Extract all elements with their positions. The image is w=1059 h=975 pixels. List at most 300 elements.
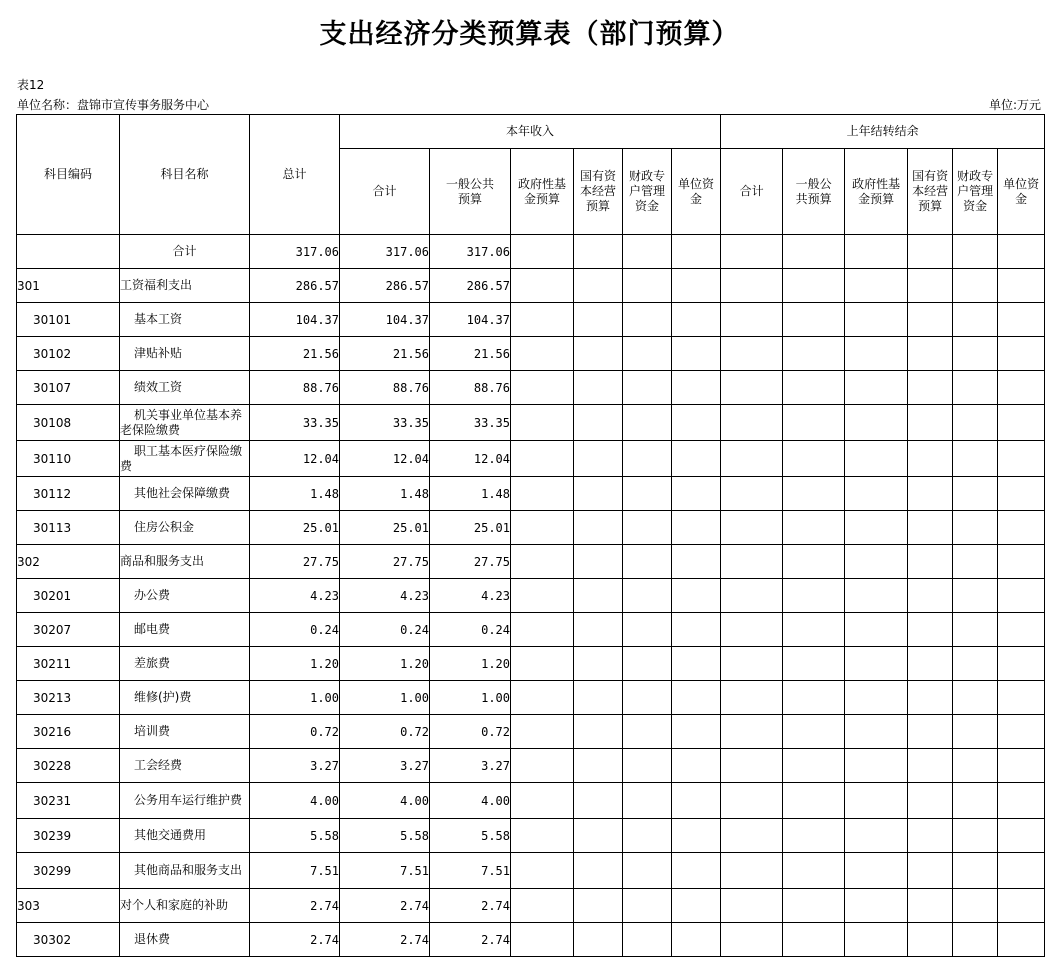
table-row — [17, 749, 1045, 783]
row-total: 1.20 — [250, 647, 340, 681]
empty-cell — [511, 405, 574, 441]
empty-cell — [672, 511, 721, 545]
empty-cell — [511, 749, 574, 783]
row-general: 1.48 — [430, 477, 511, 511]
table-row — [17, 647, 1045, 681]
row-code: 30228 — [17, 749, 120, 783]
empty-cell — [908, 923, 953, 957]
row-sum: 286.57 — [340, 269, 430, 303]
row-total: 1.00 — [250, 681, 340, 715]
header-carryover: 上年结转结余 — [721, 115, 1045, 149]
empty-cell — [998, 303, 1045, 337]
row-code: 30207 — [17, 613, 120, 647]
empty-cell — [908, 405, 953, 441]
empty-cell — [998, 613, 1045, 647]
empty-cell — [953, 511, 998, 545]
empty-cell — [672, 545, 721, 579]
empty-cell — [998, 579, 1045, 613]
row-general: 0.24 — [430, 613, 511, 647]
empty-cell — [953, 853, 998, 889]
row-code: 30113 — [17, 511, 120, 545]
row-name: 绩效工资 — [120, 371, 250, 405]
table-row — [17, 613, 1045, 647]
empty-cell — [672, 715, 721, 749]
row-general: 1.00 — [430, 681, 511, 715]
empty-cell — [511, 783, 574, 819]
header-carryover-4: 财政专户管理资金 — [953, 149, 998, 235]
header-current-year: 本年收入 — [340, 115, 721, 149]
empty-cell — [845, 269, 908, 303]
empty-cell — [908, 749, 953, 783]
empty-cell — [908, 819, 953, 853]
empty-cell — [908, 715, 953, 749]
row-total: 0.24 — [250, 613, 340, 647]
row-total: 12.04 — [250, 441, 340, 477]
empty-cell — [998, 853, 1045, 889]
empty-cell — [845, 371, 908, 405]
row-name: 退休费 — [120, 923, 250, 957]
row-code: 30302 — [17, 923, 120, 957]
row-name: 机关事业单位基本养老保险缴费 — [120, 405, 250, 441]
row-name: 其他交通费用 — [120, 819, 250, 853]
empty-cell — [721, 337, 783, 371]
empty-cell — [998, 783, 1045, 819]
empty-cell — [672, 579, 721, 613]
empty-cell — [623, 681, 672, 715]
row-code: 30101 — [17, 303, 120, 337]
row-code: 30112 — [17, 477, 120, 511]
empty-cell — [511, 889, 574, 923]
row-code: 30201 — [17, 579, 120, 613]
row-sum: 0.24 — [340, 613, 430, 647]
empty-cell — [672, 477, 721, 511]
empty-cell — [623, 477, 672, 511]
empty-cell — [783, 613, 845, 647]
table-number: 表12 — [17, 78, 45, 92]
empty-cell — [908, 371, 953, 405]
empty-cell — [953, 269, 998, 303]
row-sum: 2.74 — [340, 923, 430, 957]
row-total: 2.74 — [250, 923, 340, 957]
row-code: 30110 — [17, 441, 120, 477]
empty-cell — [953, 579, 998, 613]
row-general: 3.27 — [430, 749, 511, 783]
header-current-3: 国有资本经营预算 — [574, 149, 623, 235]
empty-cell — [672, 405, 721, 441]
empty-cell — [845, 545, 908, 579]
empty-cell — [908, 511, 953, 545]
header-current-4: 财政专户管理资金 — [623, 149, 672, 235]
empty-cell — [721, 613, 783, 647]
table-row — [17, 715, 1045, 749]
table-row — [17, 511, 1045, 545]
empty-cell — [574, 269, 623, 303]
row-name: 合计 — [120, 235, 250, 269]
row-code: 30211 — [17, 647, 120, 681]
empty-cell — [623, 819, 672, 853]
empty-cell — [574, 235, 623, 269]
row-sum: 88.76 — [340, 371, 430, 405]
empty-cell — [845, 441, 908, 477]
row-total: 3.27 — [250, 749, 340, 783]
row-name: 商品和服务支出 — [120, 545, 250, 579]
row-total: 286.57 — [250, 269, 340, 303]
row-name: 差旅费 — [120, 647, 250, 681]
empty-cell — [998, 511, 1045, 545]
empty-cell — [511, 819, 574, 853]
empty-cell — [953, 715, 998, 749]
empty-cell — [953, 923, 998, 957]
empty-cell — [908, 269, 953, 303]
row-name: 基本工资 — [120, 303, 250, 337]
empty-cell — [953, 303, 998, 337]
empty-cell — [845, 853, 908, 889]
row-code: 30107 — [17, 371, 120, 405]
empty-cell — [721, 235, 783, 269]
empty-cell — [998, 337, 1045, 371]
empty-cell — [908, 783, 953, 819]
empty-cell — [511, 715, 574, 749]
empty-cell — [721, 889, 783, 923]
empty-cell — [672, 819, 721, 853]
empty-cell — [672, 783, 721, 819]
empty-cell — [845, 613, 908, 647]
row-name: 住房公积金 — [120, 511, 250, 545]
row-code: 30108 — [17, 405, 120, 441]
empty-cell — [511, 477, 574, 511]
empty-cell — [721, 579, 783, 613]
row-general: 2.74 — [430, 923, 511, 957]
row-total: 317.06 — [250, 235, 340, 269]
row-code — [17, 235, 120, 269]
empty-cell — [845, 337, 908, 371]
empty-cell — [998, 405, 1045, 441]
empty-cell — [998, 371, 1045, 405]
row-code: 30213 — [17, 681, 120, 715]
empty-cell — [783, 889, 845, 923]
empty-cell — [783, 441, 845, 477]
empty-cell — [721, 749, 783, 783]
row-name: 维修(护)费 — [120, 681, 250, 715]
empty-cell — [998, 715, 1045, 749]
empty-cell — [574, 647, 623, 681]
empty-cell — [783, 405, 845, 441]
row-sum: 1.20 — [340, 647, 430, 681]
row-general: 33.35 — [430, 405, 511, 441]
header-current-5: 单位资金 — [672, 149, 721, 235]
empty-cell — [623, 613, 672, 647]
header-current-0: 合计 — [340, 149, 430, 235]
empty-cell — [998, 889, 1045, 923]
empty-cell — [908, 545, 953, 579]
row-name: 对个人和家庭的补助 — [120, 889, 250, 923]
empty-cell — [623, 371, 672, 405]
empty-cell — [672, 303, 721, 337]
empty-cell — [574, 923, 623, 957]
empty-cell — [953, 749, 998, 783]
empty-cell — [953, 783, 998, 819]
empty-cell — [511, 511, 574, 545]
header-code: 科目编码 — [17, 115, 120, 235]
empty-cell — [511, 579, 574, 613]
header-carryover-1: 一般公共预算 — [783, 149, 845, 235]
empty-cell — [998, 441, 1045, 477]
empty-cell — [783, 477, 845, 511]
empty-cell — [672, 441, 721, 477]
empty-cell — [845, 783, 908, 819]
empty-cell — [908, 681, 953, 715]
empty-cell — [845, 511, 908, 545]
header-carryover-0: 合计 — [721, 149, 783, 235]
row-name: 其他商品和服务支出 — [120, 853, 250, 889]
empty-cell — [953, 545, 998, 579]
row-code: 301 — [17, 269, 120, 303]
row-name: 公务用车运行维护费 — [120, 783, 250, 819]
empty-cell — [783, 269, 845, 303]
empty-cell — [998, 681, 1045, 715]
empty-cell — [511, 269, 574, 303]
empty-cell — [845, 923, 908, 957]
empty-cell — [574, 613, 623, 647]
empty-cell — [574, 545, 623, 579]
row-code: 303 — [17, 889, 120, 923]
row-name: 工资福利支出 — [120, 269, 250, 303]
row-total: 0.72 — [250, 715, 340, 749]
empty-cell — [953, 337, 998, 371]
header-current-2: 政府性基金预算 — [511, 149, 574, 235]
row-sum: 21.56 — [340, 337, 430, 371]
empty-cell — [783, 749, 845, 783]
empty-cell — [845, 477, 908, 511]
empty-cell — [623, 647, 672, 681]
row-general: 27.75 — [430, 545, 511, 579]
empty-cell — [908, 337, 953, 371]
row-name: 办公费 — [120, 579, 250, 613]
empty-cell — [511, 853, 574, 889]
empty-cell — [721, 477, 783, 511]
empty-cell — [623, 337, 672, 371]
row-total: 33.35 — [250, 405, 340, 441]
empty-cell — [953, 405, 998, 441]
row-general: 317.06 — [430, 235, 511, 269]
empty-cell — [623, 441, 672, 477]
empty-cell — [623, 303, 672, 337]
empty-cell — [783, 337, 845, 371]
row-sum: 27.75 — [340, 545, 430, 579]
row-general: 25.01 — [430, 511, 511, 545]
empty-cell — [574, 405, 623, 441]
empty-cell — [908, 613, 953, 647]
empty-cell — [721, 371, 783, 405]
table-row — [17, 579, 1045, 613]
empty-cell — [672, 853, 721, 889]
empty-cell — [574, 303, 623, 337]
row-general: 104.37 — [430, 303, 511, 337]
empty-cell — [623, 235, 672, 269]
empty-cell — [908, 235, 953, 269]
empty-cell — [511, 337, 574, 371]
row-general: 286.57 — [430, 269, 511, 303]
row-name: 培训费 — [120, 715, 250, 749]
empty-cell — [845, 235, 908, 269]
empty-cell — [783, 783, 845, 819]
empty-cell — [908, 647, 953, 681]
row-general: 1.20 — [430, 647, 511, 681]
empty-cell — [574, 579, 623, 613]
empty-cell — [672, 613, 721, 647]
empty-cell — [511, 613, 574, 647]
empty-cell — [672, 235, 721, 269]
empty-cell — [511, 923, 574, 957]
empty-cell — [511, 441, 574, 477]
empty-cell — [721, 441, 783, 477]
empty-cell — [721, 269, 783, 303]
empty-cell — [953, 819, 998, 853]
empty-cell — [623, 269, 672, 303]
empty-cell — [721, 715, 783, 749]
empty-cell — [511, 371, 574, 405]
table-row — [17, 441, 1045, 477]
table-row — [17, 337, 1045, 371]
row-total: 5.58 — [250, 819, 340, 853]
empty-cell — [623, 715, 672, 749]
row-sum: 12.04 — [340, 441, 430, 477]
empty-cell — [845, 303, 908, 337]
empty-cell — [998, 749, 1045, 783]
empty-cell — [908, 889, 953, 923]
empty-cell — [574, 853, 623, 889]
row-general: 88.76 — [430, 371, 511, 405]
budget-table — [16, 114, 1045, 957]
empty-cell — [574, 819, 623, 853]
empty-cell — [574, 371, 623, 405]
empty-cell — [908, 303, 953, 337]
row-sum: 2.74 — [340, 889, 430, 923]
empty-cell — [783, 647, 845, 681]
empty-cell — [721, 783, 783, 819]
empty-cell — [574, 749, 623, 783]
empty-cell — [998, 545, 1045, 579]
row-code: 30231 — [17, 783, 120, 819]
row-total: 27.75 — [250, 545, 340, 579]
empty-cell — [783, 923, 845, 957]
row-name: 邮电费 — [120, 613, 250, 647]
table-row — [17, 889, 1045, 923]
row-sum: 33.35 — [340, 405, 430, 441]
empty-cell — [845, 889, 908, 923]
table-row — [17, 783, 1045, 819]
row-general: 0.72 — [430, 715, 511, 749]
empty-cell — [953, 613, 998, 647]
empty-cell — [953, 371, 998, 405]
empty-cell — [721, 511, 783, 545]
row-sum: 25.01 — [340, 511, 430, 545]
row-code: 30299 — [17, 853, 120, 889]
empty-cell — [721, 405, 783, 441]
row-total: 7.51 — [250, 853, 340, 889]
empty-cell — [721, 923, 783, 957]
empty-cell — [623, 545, 672, 579]
row-sum: 104.37 — [340, 303, 430, 337]
row-name: 工会经费 — [120, 749, 250, 783]
empty-cell — [953, 681, 998, 715]
table-row — [17, 371, 1045, 405]
empty-cell — [721, 681, 783, 715]
empty-cell — [574, 889, 623, 923]
empty-cell — [574, 681, 623, 715]
empty-cell — [783, 545, 845, 579]
row-sum: 1.48 — [340, 477, 430, 511]
row-sum: 7.51 — [340, 853, 430, 889]
empty-cell — [623, 511, 672, 545]
empty-cell — [672, 337, 721, 371]
empty-cell — [783, 579, 845, 613]
empty-cell — [953, 441, 998, 477]
empty-cell — [783, 511, 845, 545]
empty-cell — [511, 545, 574, 579]
empty-cell — [953, 477, 998, 511]
empty-cell — [845, 579, 908, 613]
empty-cell — [845, 405, 908, 441]
row-total: 4.23 — [250, 579, 340, 613]
empty-cell — [511, 235, 574, 269]
empty-cell — [623, 889, 672, 923]
row-sum: 4.00 — [340, 783, 430, 819]
row-sum: 1.00 — [340, 681, 430, 715]
row-name: 职工基本医疗保险缴费 — [120, 441, 250, 477]
row-sum: 0.72 — [340, 715, 430, 749]
empty-cell — [623, 405, 672, 441]
table-row — [17, 235, 1045, 269]
empty-cell — [783, 371, 845, 405]
table-row — [17, 819, 1045, 853]
empty-cell — [721, 853, 783, 889]
empty-cell — [998, 269, 1045, 303]
row-total: 1.48 — [250, 477, 340, 511]
empty-cell — [623, 783, 672, 819]
empty-cell — [953, 889, 998, 923]
row-total: 2.74 — [250, 889, 340, 923]
header-carryover-5: 单位资金 — [998, 149, 1045, 235]
row-total: 21.56 — [250, 337, 340, 371]
empty-cell — [574, 477, 623, 511]
row-sum: 317.06 — [340, 235, 430, 269]
empty-cell — [845, 749, 908, 783]
empty-cell — [845, 819, 908, 853]
empty-cell — [998, 235, 1045, 269]
row-total: 88.76 — [250, 371, 340, 405]
empty-cell — [783, 303, 845, 337]
empty-cell — [721, 647, 783, 681]
row-sum: 3.27 — [340, 749, 430, 783]
row-total: 4.00 — [250, 783, 340, 819]
header-current-1: 一般公共预算 — [430, 149, 511, 235]
empty-cell — [574, 441, 623, 477]
row-general: 4.23 — [430, 579, 511, 613]
row-total: 25.01 — [250, 511, 340, 545]
table-row — [17, 303, 1045, 337]
empty-cell — [953, 235, 998, 269]
header-total: 总计 — [250, 115, 340, 235]
table-row — [17, 923, 1045, 957]
empty-cell — [672, 371, 721, 405]
empty-cell — [672, 647, 721, 681]
empty-cell — [511, 647, 574, 681]
table-row — [17, 269, 1045, 303]
empty-cell — [721, 819, 783, 853]
empty-cell — [574, 337, 623, 371]
empty-cell — [908, 853, 953, 889]
